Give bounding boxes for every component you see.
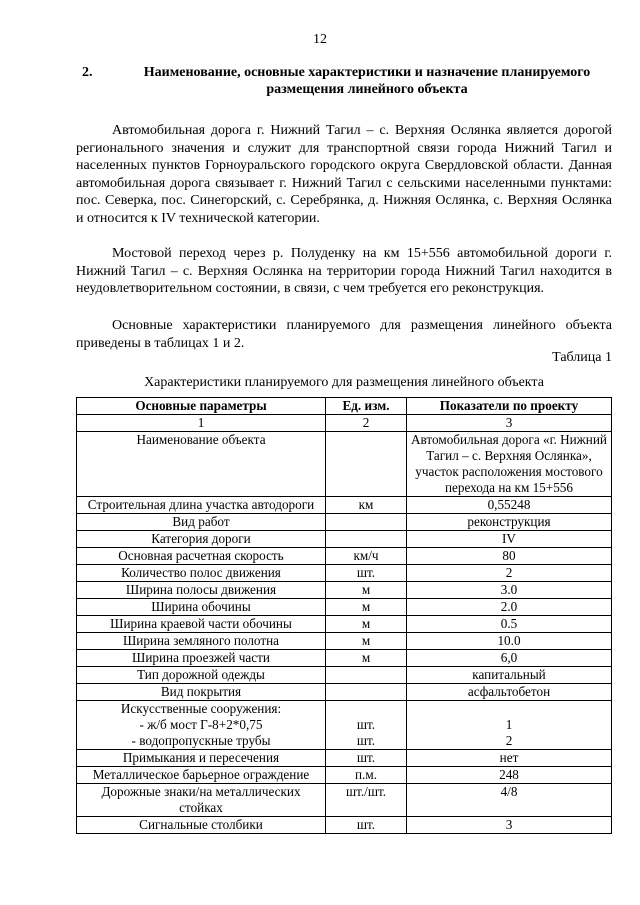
table-row: [77, 616, 612, 633]
parameter-cell: Сигнальные столбики: [77, 817, 326, 834]
header-value: Показатели по проекту: [407, 398, 612, 415]
value-cell: 2.0: [407, 599, 612, 616]
value-cell: 0,55248: [407, 497, 612, 514]
parameter-cell: Дорожные знаки/на металлических стойках: [77, 784, 326, 817]
parameter-cell: Ширина земляного полотна: [77, 633, 326, 650]
table-header-row: [77, 398, 612, 415]
column-number: 3: [407, 415, 612, 432]
unit-cell: [326, 684, 407, 701]
paragraph: Автомобильная дорога г. Нижний Тагил – с. Верхняя Ослянка является дорогой регионального значения и служит для транспортной связи города Нижний Тагил и населенных пунктов Горноуральского городского округа Свердловской области. Данная автомобильная дорога связывает г. Нижний Тагил с сельскими населенными пунктами: пос. Северка, пос. Синегорский, с. Серебрянка, д. Нижняя Ослянка, с. Верхняя Ослянка и относится к IV технической категории.: [76, 123, 612, 226]
section-number: 2.: [82, 65, 93, 80]
table-row: [77, 684, 612, 701]
section-title: Наименование, основные характеристики и назначение планируемого размещения линейного объекта: [143, 65, 591, 97]
value-cell: 0.5: [407, 616, 612, 633]
value-cell: [407, 701, 612, 750]
structure-unit: шт.: [356, 717, 376, 732]
unit-cell: шт.: [326, 817, 407, 834]
unit-cell: м: [326, 616, 407, 633]
value-cell: 10.0: [407, 633, 612, 650]
value-cell: Автомобильная дорога «г. Нижний Тагил – с. Верхняя Ослянка», участок расположения мостового перехода на км 15+556: [407, 432, 612, 497]
table-caption: Таблица 1: [552, 350, 612, 365]
value-cell: 80: [407, 548, 612, 565]
column-number: 1: [77, 415, 326, 432]
unit-cell: [326, 701, 407, 750]
unit-cell: м: [326, 650, 407, 667]
unit-cell: шт.: [326, 750, 407, 767]
value-cell: реконструкция: [407, 514, 612, 531]
column-number: 2: [326, 415, 407, 432]
parameter-cell: Ширина обочины: [77, 599, 326, 616]
structures-heading-value: [411, 701, 607, 717]
table-row: [77, 565, 612, 582]
table-row: [77, 633, 612, 650]
parameter-cell: Основная расчетная скорость: [77, 548, 326, 565]
unit-cell: [326, 514, 407, 531]
table-row: [77, 582, 612, 599]
unit-cell: м: [326, 582, 407, 599]
structure-item: - ж/б мост Г-8+2*0,75: [139, 717, 263, 732]
table-row: [77, 599, 612, 616]
parameter-cell: Ширина проезжей части: [77, 650, 326, 667]
table-row: [77, 784, 612, 817]
unit-cell: п.м.: [326, 767, 407, 784]
unit-cell: шт.: [326, 565, 407, 582]
structures-heading: Искусственные сооружения:: [120, 701, 282, 716]
value-cell: асфальтобетон: [407, 684, 612, 701]
header-parameter: Основные параметры: [77, 398, 326, 415]
parameter-cell: [77, 701, 326, 750]
unit-cell: м: [326, 633, 407, 650]
unit-cell: км: [326, 497, 407, 514]
table-row: [77, 701, 612, 750]
value-cell: 2: [407, 565, 612, 582]
parameter-cell: Ширина краевой части обочины: [77, 616, 326, 633]
table-title: Характеристики планируемого для размещения линейного объекта: [144, 375, 544, 390]
intro-paragraph: [76, 122, 612, 228]
parameter-cell: Ширина полосы движения: [77, 582, 326, 599]
structure-unit: шт.: [356, 733, 376, 748]
parameter-cell: Количество полос движения: [77, 565, 326, 582]
parameter-cell: Вид покрытия: [77, 684, 326, 701]
table-row: [77, 650, 612, 667]
table-row: [77, 531, 612, 548]
parameter-cell: Примыкания и пересечения: [77, 750, 326, 767]
page-number: 12: [313, 32, 327, 47]
value-cell: 248: [407, 767, 612, 784]
parameter-cell: Металлическое барьерное ограждение: [77, 767, 326, 784]
structure-item: - водопропускные трубы: [131, 733, 271, 748]
table-numbering-row: [77, 415, 612, 432]
table-row: [77, 548, 612, 565]
unit-cell: [326, 432, 407, 497]
reference-paragraph: [76, 317, 612, 352]
structure-value: 2: [505, 733, 513, 748]
value-cell: 4/8: [407, 784, 612, 817]
parameter-cell: Тип дорожной одежды: [77, 667, 326, 684]
value-cell: IV: [407, 531, 612, 548]
unit-cell: шт./шт.: [326, 784, 407, 817]
characteristics-table: [76, 397, 612, 834]
unit-cell: км/ч: [326, 548, 407, 565]
table-row: [77, 514, 612, 531]
table-row: [77, 750, 612, 767]
section-heading: [82, 64, 612, 98]
value-cell: капитальный: [407, 667, 612, 684]
structures-heading-unit: [330, 701, 402, 717]
paragraph: Мостовой переход через р. Полуденку на км 15+556 автомобильной дороги г. Нижний Тагил – с. Верхняя Ослянка на территории города Нижний Тагил находится в неудовлетворительном состоянии, в связи, с чем требуется его реконструкция.: [76, 246, 612, 297]
unit-cell: м: [326, 599, 407, 616]
table-row: [77, 432, 612, 497]
table-row: [77, 817, 612, 834]
parameter-cell: Строительная длина участка автодороги: [77, 497, 326, 514]
value-cell: нет: [407, 750, 612, 767]
bridge-paragraph: [76, 245, 612, 298]
unit-cell: [326, 531, 407, 548]
value-cell: 6,0: [407, 650, 612, 667]
table-row: [77, 667, 612, 684]
header-unit: Ед. изм.: [326, 398, 407, 415]
unit-cell: [326, 667, 407, 684]
value-cell: 3: [407, 817, 612, 834]
table-row: [77, 497, 612, 514]
structure-value: 1: [505, 717, 513, 732]
table-row: [77, 767, 612, 784]
parameter-cell: Категория дороги: [77, 531, 326, 548]
value-cell: 3.0: [407, 582, 612, 599]
paragraph: Основные характеристики планируемого для размещения линейного объекта приведены в таблицах 1 и 2.: [76, 318, 612, 351]
parameter-cell: Вид работ: [77, 514, 326, 531]
parameter-cell: Наименование объекта: [77, 432, 326, 497]
